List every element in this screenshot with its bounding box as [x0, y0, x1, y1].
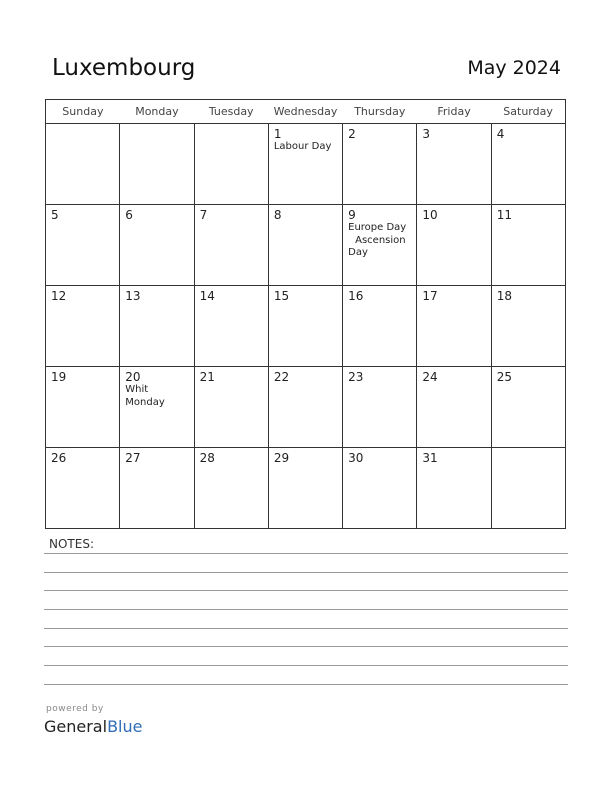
day-cell	[120, 448, 194, 529]
notes-line	[44, 665, 568, 666]
weekday-header: Monday	[120, 100, 194, 124]
day-number: 27	[125, 451, 141, 465]
day-number: 8	[273, 208, 282, 222]
weekday-header: Thursday	[343, 100, 417, 124]
day-number: 12	[51, 289, 67, 303]
day-number: 5	[51, 208, 59, 222]
day-cell	[268, 448, 342, 529]
day-number: 22	[273, 370, 290, 384]
notes-line	[44, 609, 568, 610]
day-number: 21	[199, 370, 215, 384]
day-number: 4	[496, 127, 505, 141]
day-cell	[120, 205, 194, 286]
weekday-header: Sunday	[46, 100, 120, 124]
day-cell	[46, 205, 120, 286]
brand-logo	[44, 717, 142, 736]
calendar-grid	[45, 99, 566, 529]
notes-line	[44, 590, 568, 591]
day-cell	[46, 286, 120, 367]
calendar-country-title: Luxembourg	[52, 55, 196, 81]
holiday-label: Ascension Day	[348, 234, 406, 258]
day-number: 29	[273, 451, 290, 465]
day-number: 19	[51, 370, 67, 384]
notes-line	[44, 684, 568, 685]
week-row	[46, 448, 566, 529]
day-number: 9	[348, 208, 356, 222]
day-cell	[343, 367, 417, 448]
brand-logo-general: General	[44, 717, 108, 736]
day-number: 2	[348, 127, 356, 141]
day-cell	[268, 124, 342, 205]
day-cell	[120, 124, 194, 205]
day-number: 26	[51, 451, 67, 465]
day-number: 15	[273, 289, 290, 303]
day-cell	[194, 286, 268, 367]
day-cell	[417, 448, 491, 529]
day-number: 20	[125, 370, 141, 384]
day-cell	[417, 286, 491, 367]
brand-logo-blue: Blue	[107, 717, 143, 736]
day-cell	[343, 124, 417, 205]
weekday-header-row	[46, 100, 566, 124]
day-cell	[268, 367, 342, 448]
day-number: 30	[348, 451, 364, 465]
day-cell	[491, 367, 565, 448]
week-row	[46, 286, 566, 367]
day-cell	[120, 367, 194, 448]
day-cell	[194, 205, 268, 286]
day-number: 13	[125, 289, 141, 303]
day-number: 25	[496, 370, 512, 384]
day-cell	[194, 448, 268, 529]
day-cell	[194, 367, 268, 448]
notes-line	[44, 553, 568, 554]
day-number: 1	[273, 127, 282, 141]
day-number: 10	[422, 208, 438, 222]
day-cell	[491, 448, 565, 529]
notes-line	[44, 572, 568, 573]
day-cell	[343, 205, 417, 286]
day-cell	[46, 367, 120, 448]
calendar-month-title: May 2024	[467, 57, 561, 79]
day-cell	[46, 448, 120, 529]
day-cell	[491, 286, 565, 367]
day-number: 23	[348, 370, 364, 384]
day-cell	[343, 448, 417, 529]
notes-line	[44, 646, 568, 647]
day-number: 28	[199, 451, 215, 465]
notes-label: NOTES:	[49, 537, 94, 551]
day-number: 11	[496, 208, 512, 222]
notes-line	[44, 628, 568, 629]
holiday-label: Europe Day	[348, 222, 407, 233]
day-cell	[417, 367, 491, 448]
day-cell	[417, 205, 491, 286]
weekday-header: Saturday	[491, 100, 565, 124]
day-cell	[491, 124, 565, 205]
day-cell	[491, 205, 565, 286]
day-cell	[417, 124, 491, 205]
day-number: 6	[125, 208, 133, 222]
week-row	[46, 205, 566, 286]
weekday-header: Tuesday	[194, 100, 268, 124]
day-cell	[46, 124, 120, 205]
weekday-header: Wednesday	[268, 100, 342, 124]
holiday-label: Whit Monday	[125, 384, 165, 408]
day-cell	[120, 286, 194, 367]
day-number: 3	[422, 127, 431, 141]
week-row	[46, 124, 566, 205]
day-number: 7	[199, 208, 208, 222]
holiday-label: Labour Day	[273, 141, 332, 152]
day-number: 18	[496, 289, 512, 303]
day-number: 17	[422, 289, 438, 303]
day-cell	[343, 286, 417, 367]
day-number: 31	[422, 451, 438, 465]
day-cell	[194, 124, 268, 205]
week-row	[46, 367, 566, 448]
day-cell	[268, 286, 342, 367]
day-number: 14	[199, 289, 215, 303]
powered-by-text: powered by	[46, 704, 104, 714]
day-number: 16	[348, 289, 364, 303]
weekday-header: Friday	[417, 100, 491, 124]
day-number: 24	[422, 370, 438, 384]
day-cell	[268, 205, 342, 286]
